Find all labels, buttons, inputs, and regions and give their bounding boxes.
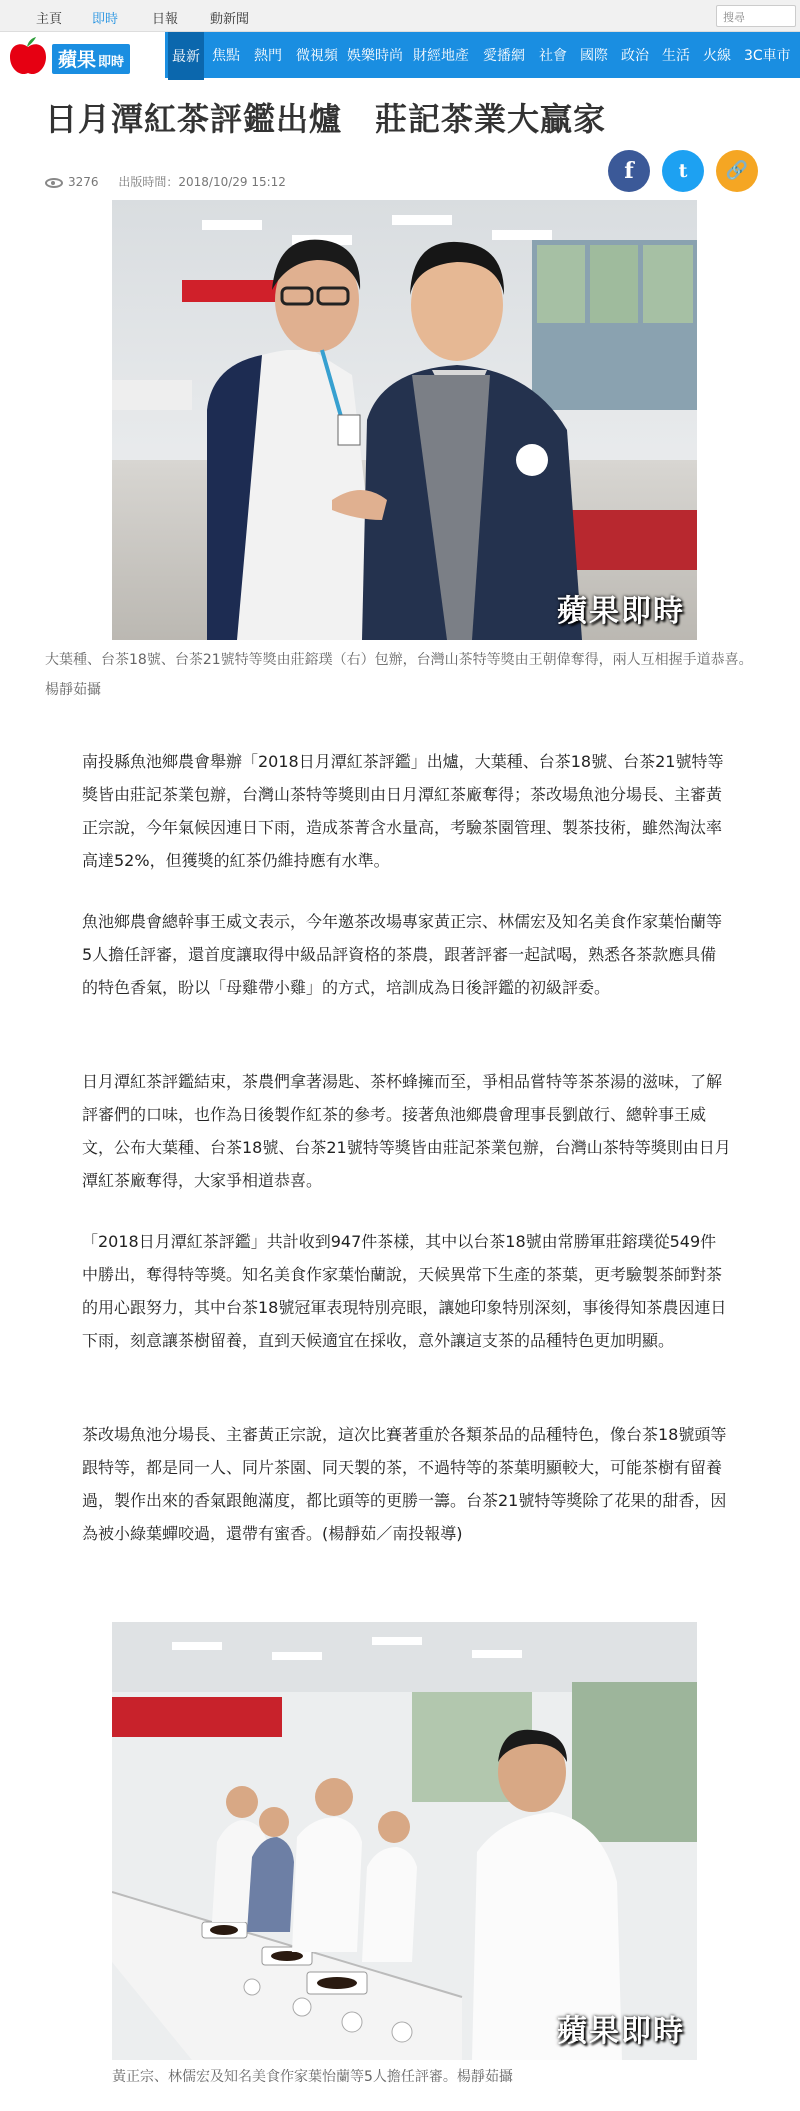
article-paragraph-4: 「2018日月潭紅茶評鑑」共計收到947件茶樣，其中以台茶18號由常勝軍莊鎔璞從549件中勝出，奪得特等獎。知名美食作家葉怡蘭說，天候異常下生產的茶葉，更考驗製茶師對茶的用心跟努力，其中台茶18號冠軍表現特別亮眼，讓她印象特別深刻，事後得知茶農因連日下雨，刻意讓茶樹留養，直到天候適宜在採收，意外讓這支茶的品種特色更加明顯。 bbox=[82, 1232, 727, 1350]
cat-hot[interactable]: 熱門 bbox=[254, 48, 282, 64]
cat-3c-cars[interactable]: 3C車市 bbox=[744, 48, 791, 64]
search-input[interactable]: 搜尋 bbox=[716, 5, 796, 27]
photo-2-watermark: 蘋果即時 bbox=[557, 2014, 685, 2049]
cat-latest[interactable]: 最新 bbox=[168, 32, 204, 80]
photo-2-image bbox=[112, 1622, 697, 2060]
nav-motion-news[interactable]: 動新聞 bbox=[210, 12, 250, 27]
nav-realtime[interactable]: 即時 bbox=[92, 12, 119, 27]
cat-fireline[interactable]: 火線 bbox=[703, 48, 731, 64]
nav-daily[interactable]: 日報 bbox=[152, 12, 179, 27]
nav-home[interactable]: 主頁 bbox=[36, 12, 63, 27]
article-paragraph-5: 茶改場魚池分場長、主審黃正宗說，這次比賽著重於各類茶品的品種特色，像台茶18號頭等跟特等，都是同一人、同片茶園、同天製的茶，不過特等的茶葉明顯較大，可能茶樹有留養過，製作出來的香氣跟飽滿度，都比頭等的更勝一籌。台茶21號特等獎除了花果的甜香，因為被小綠葉蟬咬過，還帶有蜜香。(楊靜茹／南投報導) bbox=[82, 1425, 727, 1543]
article-paragraph-2: 魚池鄉農會總幹事王威文表示，今年邀茶改場專家黃正宗、林儒宏及知名美食作家葉怡蘭等5人擔任評審，還首度讓取得中級品評資格的茶農，跟著評審一起試喝，熟悉各茶款應具備的特色香氣，盼以「母雞帶小雞」的方式，培訓成為日後評鑑的初級評委。 bbox=[82, 912, 723, 997]
logo-wordmark[interactable] bbox=[52, 44, 130, 74]
logo-sub: 即時 bbox=[98, 55, 125, 70]
cat-micro-video[interactable]: 微視頻 bbox=[296, 48, 338, 64]
cat-focus[interactable]: 焦點 bbox=[212, 48, 240, 64]
photo-2-caption: 黃正宗、林儒宏及知名美食作家葉怡蘭等5人擔任評審。楊靜茹攝 bbox=[112, 2069, 513, 2085]
category-bar bbox=[165, 32, 800, 78]
publish-time: 出版時間：2018/10/29 15:12 bbox=[118, 175, 286, 189]
apple-logo-icon[interactable] bbox=[6, 35, 50, 79]
cat-life[interactable]: 生活 bbox=[662, 48, 690, 64]
cat-politics[interactable]: 政治 bbox=[621, 48, 649, 64]
cat-finance[interactable]: 財經地產 bbox=[413, 48, 469, 64]
copy-link-button[interactable]: 🔗 bbox=[716, 150, 758, 192]
eye-icon bbox=[45, 178, 63, 188]
article-paragraph-3: 日月潭紅茶評鑑結束，茶農們拿著湯匙、茶杯蜂擁而至，爭相品嘗特等茶茶湯的滋味，了解評審們的口味，也作為日後製作紅茶的參考。接著魚池鄉農會理事長劉啟行、總幹事王威文，公布大葉種、台茶18號、台茶21號特等獎皆由莊記茶業包辦，台灣山茶特等獎則由日月潭紅茶廠奪得，大家爭相道恭喜。 bbox=[82, 1072, 731, 1190]
article-meta bbox=[45, 173, 286, 190]
cat-entertainment[interactable]: 娛樂時尚 bbox=[347, 48, 403, 64]
twitter-share-button[interactable]: t bbox=[662, 150, 704, 192]
cat-aibo[interactable]: 愛播網 bbox=[483, 48, 525, 64]
photo-1-image bbox=[112, 200, 697, 640]
facebook-share-button[interactable]: f bbox=[608, 150, 650, 192]
cat-international[interactable]: 國際 bbox=[580, 48, 608, 64]
article-photo-2 bbox=[112, 1622, 697, 2060]
cat-society[interactable]: 社會 bbox=[539, 48, 567, 64]
page-title: 日月潭紅茶評鑑出爐 莊記茶業大贏家 bbox=[45, 100, 607, 138]
photo-1-caption: 大葉種、台茶18號、台茶21號特等獎由莊鎔璞（右）包辦，台灣山茶特等獎由王朝偉奪得，兩人互相握手道恭喜。楊靜茹攝 bbox=[45, 652, 753, 698]
article-paragraph-1: 南投縣魚池鄉農會舉辦「2018日月潭紅茶評鑑」出爐，大葉種、台茶18號、台茶21號特等獎皆由莊記茶業包辦，台灣山茶特等獎則由日月潭紅茶廠奪得；茶改場魚池分場長、主審黃正宗說，今年氣候因連日下雨，造成茶菁含水量高，考驗茶園管理、製茶技術，雖然淘汰率高達52%，但獲獎的紅茶仍維持應有水準。 bbox=[82, 752, 724, 870]
logo-name: 蘋果 bbox=[58, 49, 97, 71]
photo-1-watermark: 蘋果即時 bbox=[557, 594, 685, 629]
top-nav bbox=[0, 0, 800, 32]
view-count: 3276 bbox=[68, 175, 99, 189]
article-photo-1 bbox=[112, 200, 697, 640]
